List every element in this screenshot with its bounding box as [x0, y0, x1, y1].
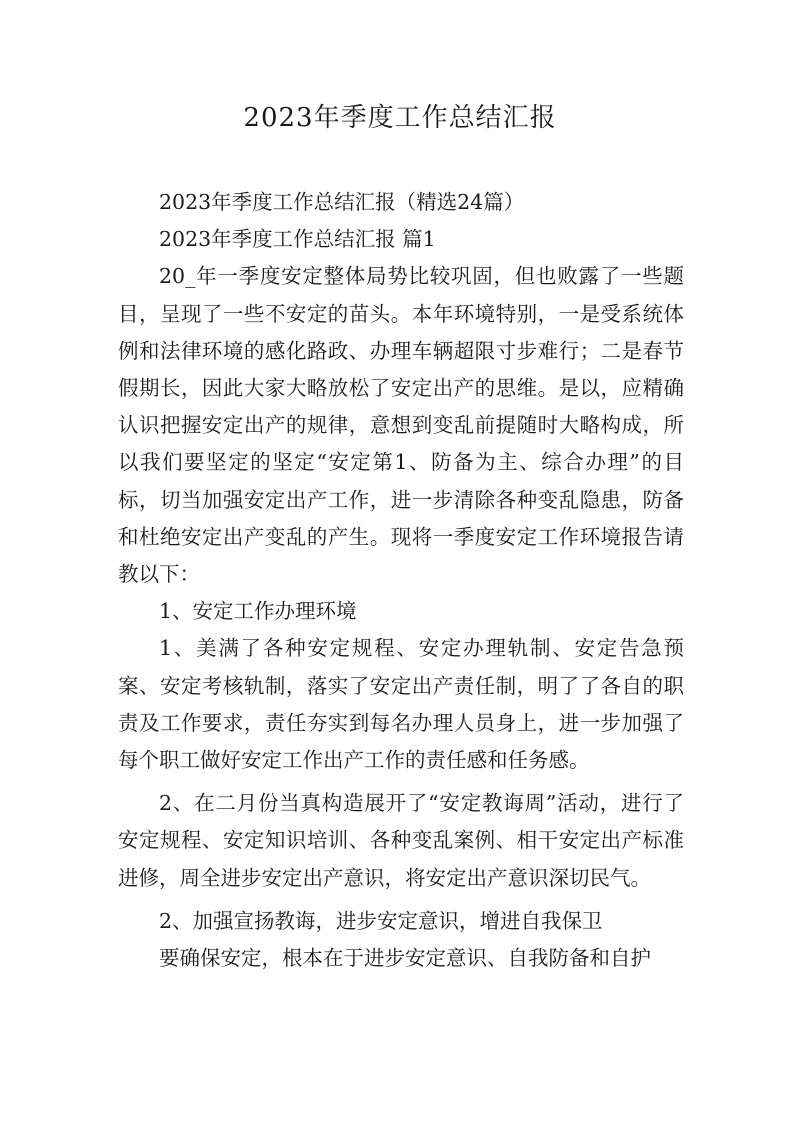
section-heading-publicity: 2、加强宣扬教诲，进步安定意识，增进自我保卫: [159, 908, 603, 933]
paragraph-heading-article: 2023年季度工作总结汇报 篇1: [159, 227, 436, 252]
document-title: 2023年季度工作总结汇报: [243, 103, 557, 133]
section-heading-management: 1、安定工作办理环境: [159, 599, 357, 624]
paragraph-publicity: 要确保安定，根本在于进步安定意识、自我防备和自护: [159, 946, 651, 971]
paragraph-heading-collection: 2023年季度工作总结汇报（精选24篇）: [159, 190, 525, 214]
paragraph-intro: 20_年一季度安定整体局势比较巩固，但也败露了一些题目，呈现了一些不安定的苗头。本年环境特别，一是受系统体例和法律环境的感化路政、办理车辆超限寸步难行；二是春节假期长，因此大家大略放松了安定出产的思维。是以，应精确认识把握安定出产的规律，意想到变乱前提随时大略构成，所以我们要坚定的坚定“安定第1、防备为主、综合办理”的目标，切当加强安定出产工作，进一步清除各种变乱隐患，防备和杜绝安定出产变乱的产生。现将一季度安定工作环境报告请教以下：: [118, 264, 684, 587]
document-body: [118, 184, 684, 977]
paragraph-item-1: 1、美满了各种安定规程、安定办理轨制、安定告急预案、安定考核轨制，落实了安定出产责任制，明了了各自的职责及工作要求，责任夯实到每名办理人员身上，进一步加强了每个职工做好安定工作出产工作的责任感和任务感。: [118, 636, 684, 773]
paragraph-item-2: 2、在二月份当真构造展开了“安定教诲周”活动，进行了安定规程、安定知识培训、各种变乱案例、相干安定出产标准进修，周全进步安定出产意识，将安定出产意识深切民气。: [118, 791, 684, 890]
